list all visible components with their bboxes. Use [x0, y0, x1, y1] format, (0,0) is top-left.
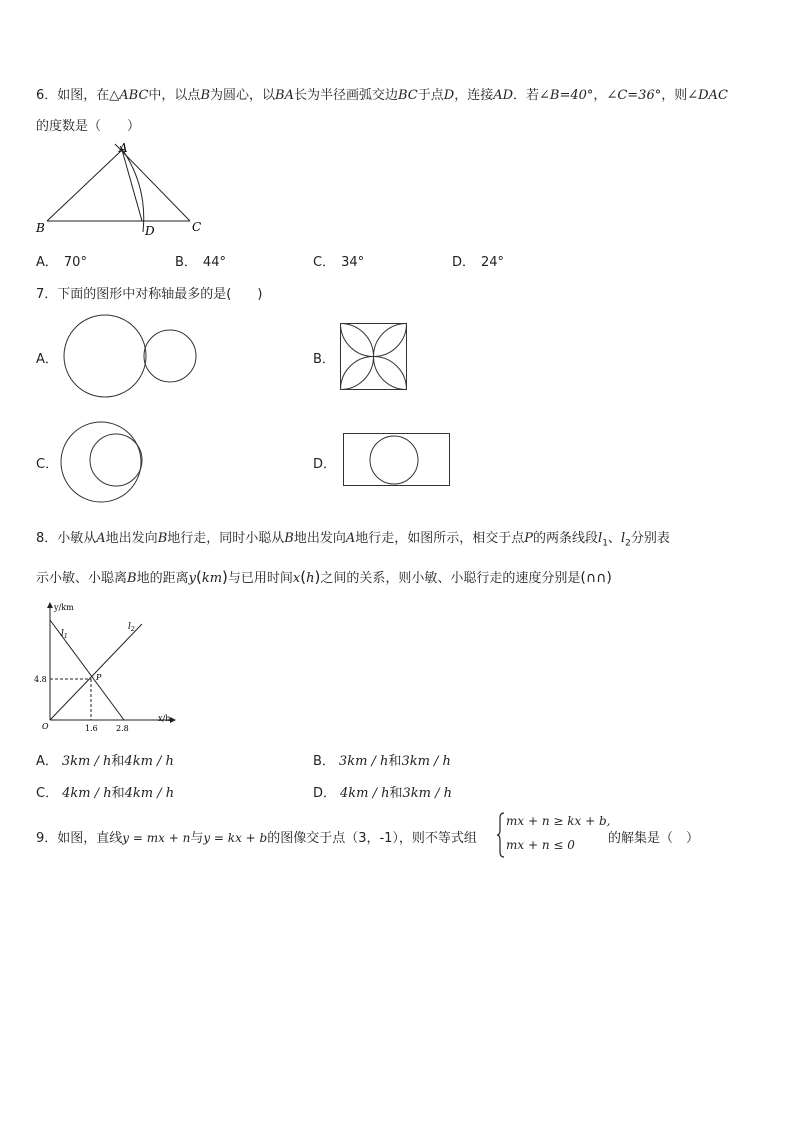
- option-value: 34°: [341, 255, 365, 270]
- q6-text: 为圆心，以: [210, 88, 276, 103]
- option-and: 和: [388, 754, 402, 769]
- q8-text: 之间的关系，则小敏、小聪行走的速度分别是: [320, 571, 581, 586]
- option-value: 3km / h: [402, 786, 453, 801]
- q8-option-c[interactable]: [36, 782, 174, 801]
- q6-option-b[interactable]: [175, 251, 226, 270]
- q6-stem-line1: [36, 84, 728, 103]
- q6-var: D: [443, 88, 455, 103]
- option-and: 和: [111, 786, 125, 801]
- q9-inequality-1: mx + n ≥ kx + b,: [506, 814, 611, 828]
- q8-var: km: [201, 571, 223, 586]
- option-key: A．: [36, 255, 58, 270]
- q7-option-b-label[interactable]: B．: [313, 352, 335, 367]
- q6-var: AD: [493, 88, 514, 103]
- q6-text: ，则: [661, 88, 688, 103]
- option-key: A．: [36, 754, 58, 769]
- q8-line-l2: [128, 622, 135, 633]
- q9-text: 9．如图，直线: [36, 831, 123, 846]
- option-value: 3km / h: [61, 754, 112, 769]
- q8-var: y: [188, 571, 196, 586]
- q6-text: ．若: [513, 88, 540, 103]
- q9-equation-1: y = mx + n: [122, 831, 191, 845]
- option-and: 和: [389, 786, 403, 801]
- q6-var: BA: [275, 88, 294, 103]
- q6-label-a: A: [119, 141, 128, 155]
- q7-option-a-label[interactable]: A．: [36, 352, 58, 367]
- q6-text: ，: [593, 88, 607, 103]
- q8-point-p: P: [96, 673, 102, 682]
- q8-var: l: [598, 531, 603, 546]
- q7-figure-d: [343, 433, 451, 489]
- q6-label-c: C: [192, 220, 202, 234]
- option-value: 44°: [202, 255, 226, 270]
- q6-var: BC: [397, 88, 418, 103]
- q8-var: B: [284, 531, 294, 546]
- option-and: 和: [111, 754, 125, 769]
- q8-var: x: [292, 571, 301, 586]
- q6-label-d: D: [145, 224, 155, 238]
- q9-inequality-2: mx + n ≤ 0: [506, 838, 575, 852]
- q8-line-l1-sym: l: [61, 629, 64, 639]
- q6-text: 于点: [417, 88, 444, 103]
- q8-var: l: [620, 531, 626, 546]
- q6-text: 6．如图，在: [36, 88, 110, 103]
- q6-option-c[interactable]: [313, 251, 364, 270]
- q8-sub: 2: [625, 538, 631, 549]
- q8-text: 8．小敏从: [36, 531, 97, 546]
- q8-line-l2-sym: l: [128, 622, 131, 632]
- q6-text: ，连接: [454, 88, 494, 103]
- q6-option-d[interactable]: [452, 251, 504, 270]
- q8-line-l2-sub: 2: [130, 626, 135, 633]
- q7-option-d-label[interactable]: D．: [313, 457, 337, 472]
- q9-stem: [36, 827, 477, 846]
- option-key: D．: [452, 255, 476, 270]
- q6-angle-dac: ∠DAC: [687, 88, 728, 103]
- option-value: 4km / h: [124, 786, 175, 801]
- q7-figure-b: [340, 323, 408, 391]
- option-value: 4km / h: [124, 754, 174, 769]
- option-value: 3km / h: [401, 754, 451, 769]
- q7-stem: 7．下面的图形中对称轴最多的是( ): [36, 287, 263, 302]
- q8-var: P: [524, 531, 533, 546]
- q8-xlabel: x/h: [158, 714, 171, 723]
- q6-angle-c: ∠C=36°: [606, 88, 662, 103]
- q9-inequality-system: [496, 812, 611, 858]
- q8-var: B: [157, 531, 168, 546]
- q8-var: A: [96, 531, 106, 546]
- q8-ylabel: y/km: [54, 603, 74, 612]
- q8-stem-line1: [36, 527, 670, 549]
- q8-origin: O: [42, 722, 49, 731]
- q8-tick-x1: 1.6: [85, 724, 98, 733]
- q8-var: h: [306, 571, 315, 586]
- q8-var: B: [127, 571, 137, 586]
- q8-stem-line2: 示小敏、小聪离B地的距离y(km)与已用时间x(h)之间的关系，则小敏、小聪行走的速度分别是(∩∩): [36, 568, 612, 586]
- q8-option-a[interactable]: [36, 750, 174, 769]
- q8-text: 地出发向: [105, 531, 158, 546]
- q8-var: A: [345, 531, 356, 546]
- q6-var: B: [200, 88, 210, 103]
- q8-text: 地行走，同时小聪从: [167, 531, 285, 546]
- option-value: 4km / h: [62, 786, 112, 801]
- q8-text: 的两条线段: [533, 531, 599, 546]
- q8-graph: [30, 598, 180, 738]
- option-value: 24°: [481, 255, 505, 270]
- option-value: 3km / h: [338, 754, 389, 769]
- option-key: B．: [175, 255, 197, 270]
- q8-option-b[interactable]: [313, 750, 451, 769]
- q8-text: (∩∩): [580, 570, 612, 586]
- brace-icon: [496, 812, 506, 858]
- option-key: C．: [36, 786, 59, 801]
- option-key: D．: [313, 786, 337, 801]
- q9-stem-end: 的解集是（ ）: [608, 831, 700, 846]
- q8-text: 示小敏、小聪离: [36, 571, 128, 586]
- q8-text: 地出发向: [293, 531, 346, 546]
- q7-figure-a: [60, 315, 200, 401]
- option-key: B．: [313, 754, 335, 769]
- q8-sub: 1: [602, 538, 608, 549]
- q7-option-c-label[interactable]: C．: [36, 457, 59, 472]
- q6-angle-b: ∠B=40°: [539, 88, 594, 103]
- option-value: 70°: [63, 255, 87, 270]
- q8-text: 地的距离: [136, 571, 189, 586]
- q9-text: 与: [190, 831, 204, 846]
- q8-text: 与已用时间: [227, 571, 293, 586]
- q9-equation-2: y = kx + b: [203, 831, 268, 845]
- q7-figure-c: [62, 420, 150, 504]
- q6-option-a[interactable]: [36, 251, 87, 270]
- q6-label-b: B: [36, 221, 45, 235]
- q6-triangle: △ABC: [109, 88, 149, 103]
- q6-triangle-figure: [30, 140, 220, 240]
- option-value: 4km / h: [340, 786, 390, 801]
- q8-tick-x2: 2.8: [116, 724, 129, 733]
- q8-tick-y: 4.8: [34, 675, 47, 684]
- q6-stem-line2: 的度数是（ ）: [36, 119, 141, 134]
- q9-text: 的图像交于点（3，-1），则不等式组: [267, 831, 477, 846]
- q8-option-d[interactable]: [313, 782, 452, 801]
- q8-line-l1: [61, 629, 68, 640]
- q6-text: 长为半径画弧交边: [293, 88, 398, 103]
- q8-text: 、: [607, 531, 621, 546]
- q8-line-l1-sub: 1: [63, 633, 68, 640]
- q8-text: 分别表: [630, 531, 670, 546]
- option-key: C．: [313, 255, 336, 270]
- q8-text: 地行走，如图所示，相交于点: [355, 531, 525, 546]
- q6-text: 中，以点: [148, 88, 201, 103]
